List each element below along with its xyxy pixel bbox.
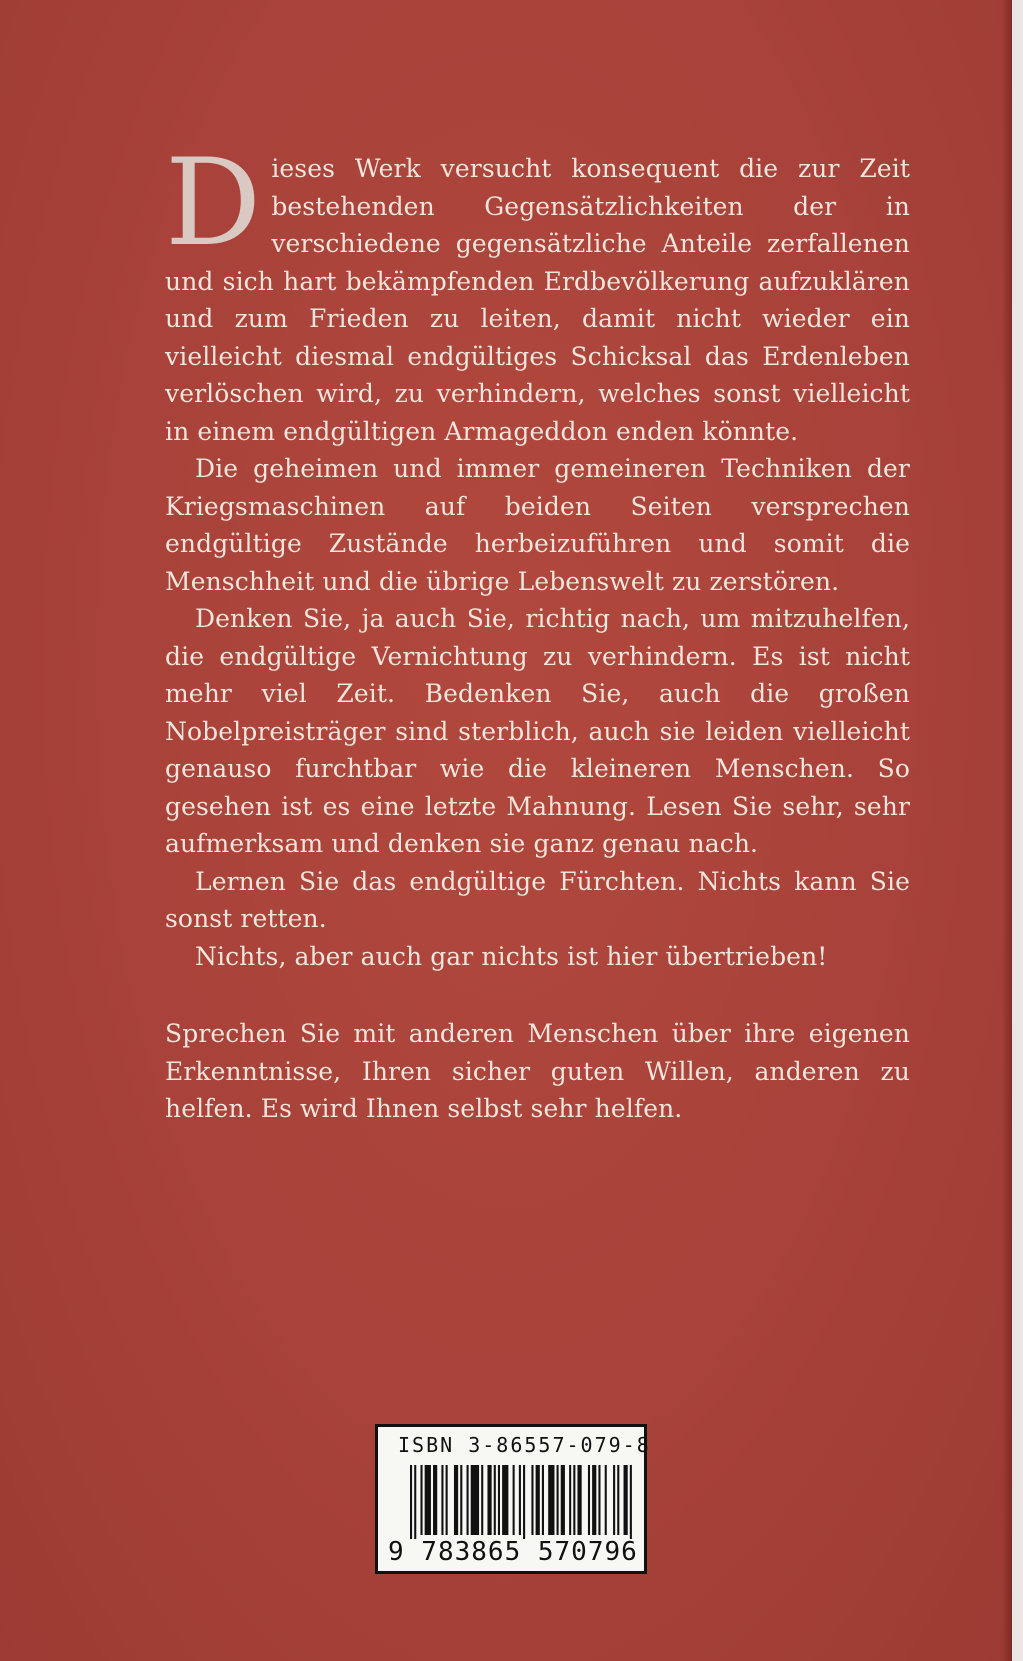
blurb-paragraph-2: Die geheimen und immer gemeineren Techniken der Kriegsmaschinen auf beiden Seiten versprechen endgültige Zustände herbeizuführen und somit die Menschheit und die übrige Lebenswelt zu zerstören. [165,454,910,596]
barcode-bar [598,1465,600,1535]
blurb-paragraph-5: Nichts, aber auch gar nichts ist hier übertrieben! [195,941,828,971]
barcode-bar [617,1465,619,1535]
barcode-bar [548,1465,554,1535]
barcode-bar [441,1465,443,1535]
barcode-bar [471,1465,479,1535]
barcode-bar [425,1465,431,1535]
barcode-bar [569,1465,571,1535]
barcode-bar [592,1465,596,1535]
barcode-bar [502,1465,508,1535]
barcode-bar [561,1465,565,1535]
barcode-bar [588,1465,590,1535]
barcode-bar [481,1465,483,1535]
barcode-bar [536,1465,540,1535]
blurb-paragraph-6: Sprechen Sie mit anderen Menschen über ihre eigenen Erkenntnisse, Ihren sicher guten Willen, anderen zu helfen. Es wird Ihnen selbst sehr helfen. [165,1019,910,1123]
blurb-paragraph-1-text: ieses Werk versucht konsequent die zur Zeit bestehenden Gegensätzlichkeiten der in verschiedene gegensätzliche Anteile zerfallenen und sich hart bekämpfenden Erdbevölkerung aufzuklären und zum Frieden zu leiten, damit nicht wieder ein vielleicht diesmal endgültiges Schicksal das Erdenleben verlöschen wird, zu verhindern, welches sonst vielleicht in einem endgültigen Armageddon enden könnte. [165,154,910,446]
barcode-bars [410,1465,634,1539]
barcode-bar [557,1465,559,1535]
barcode-bar [487,1465,491,1535]
blurb-text [165,134,910,1128]
isbn-barcode [375,1424,651,1574]
barcode-bar [498,1465,500,1535]
barcode-bar [573,1465,575,1535]
barcode-bar [460,1465,462,1535]
barcode-bar [414,1465,416,1539]
barcode-bar [630,1465,632,1539]
barcode-bar [494,1465,496,1535]
barcode-bar [467,1465,469,1535]
barcode-bar [613,1465,615,1535]
barcode-bar [523,1465,525,1539]
barcode-bar [542,1465,544,1535]
blurb-paragraph-1 [165,134,910,450]
barcode-bar [420,1465,422,1535]
ean-digits: 9 783865 570796 [388,1537,638,1567]
isbn-number: ISBN 3-86557-079-8 [398,1433,651,1457]
blurb-paragraph-4: Lernen Sie das endgültige Fürchten. Nichts kann Sie sonst retten. [165,866,910,933]
blurb-paragraph-3: Denken Sie, ja auch Sie, richtig nach, um mitzuhelfen, die endgültige Vernichtung zu verhindern. Es ist nicht mehr viel Zeit. Bedenken Sie, auch die großen Nobelpreisträger sind sterblich, auch sie leiden vielleicht genauso furchtbar wie die kleineren Menschen. So gesehen ist es eine letzte Mahnung. Lesen Sie sehr, sehr aufmerksam und denken sie ganz genau nach. [165,604,910,858]
barcode-bar [519,1465,521,1535]
barcode-bar [513,1465,515,1535]
barcode-bar [624,1465,628,1535]
barcode-bar [454,1465,458,1535]
barcode-bar [605,1465,607,1535]
barcode-bar [577,1465,581,1535]
barcode-bar [433,1465,437,1535]
barcode-bar [446,1465,448,1535]
drop-cap: D [165,134,262,273]
barcode-bar [531,1465,533,1535]
barcode-bar [410,1465,412,1539]
